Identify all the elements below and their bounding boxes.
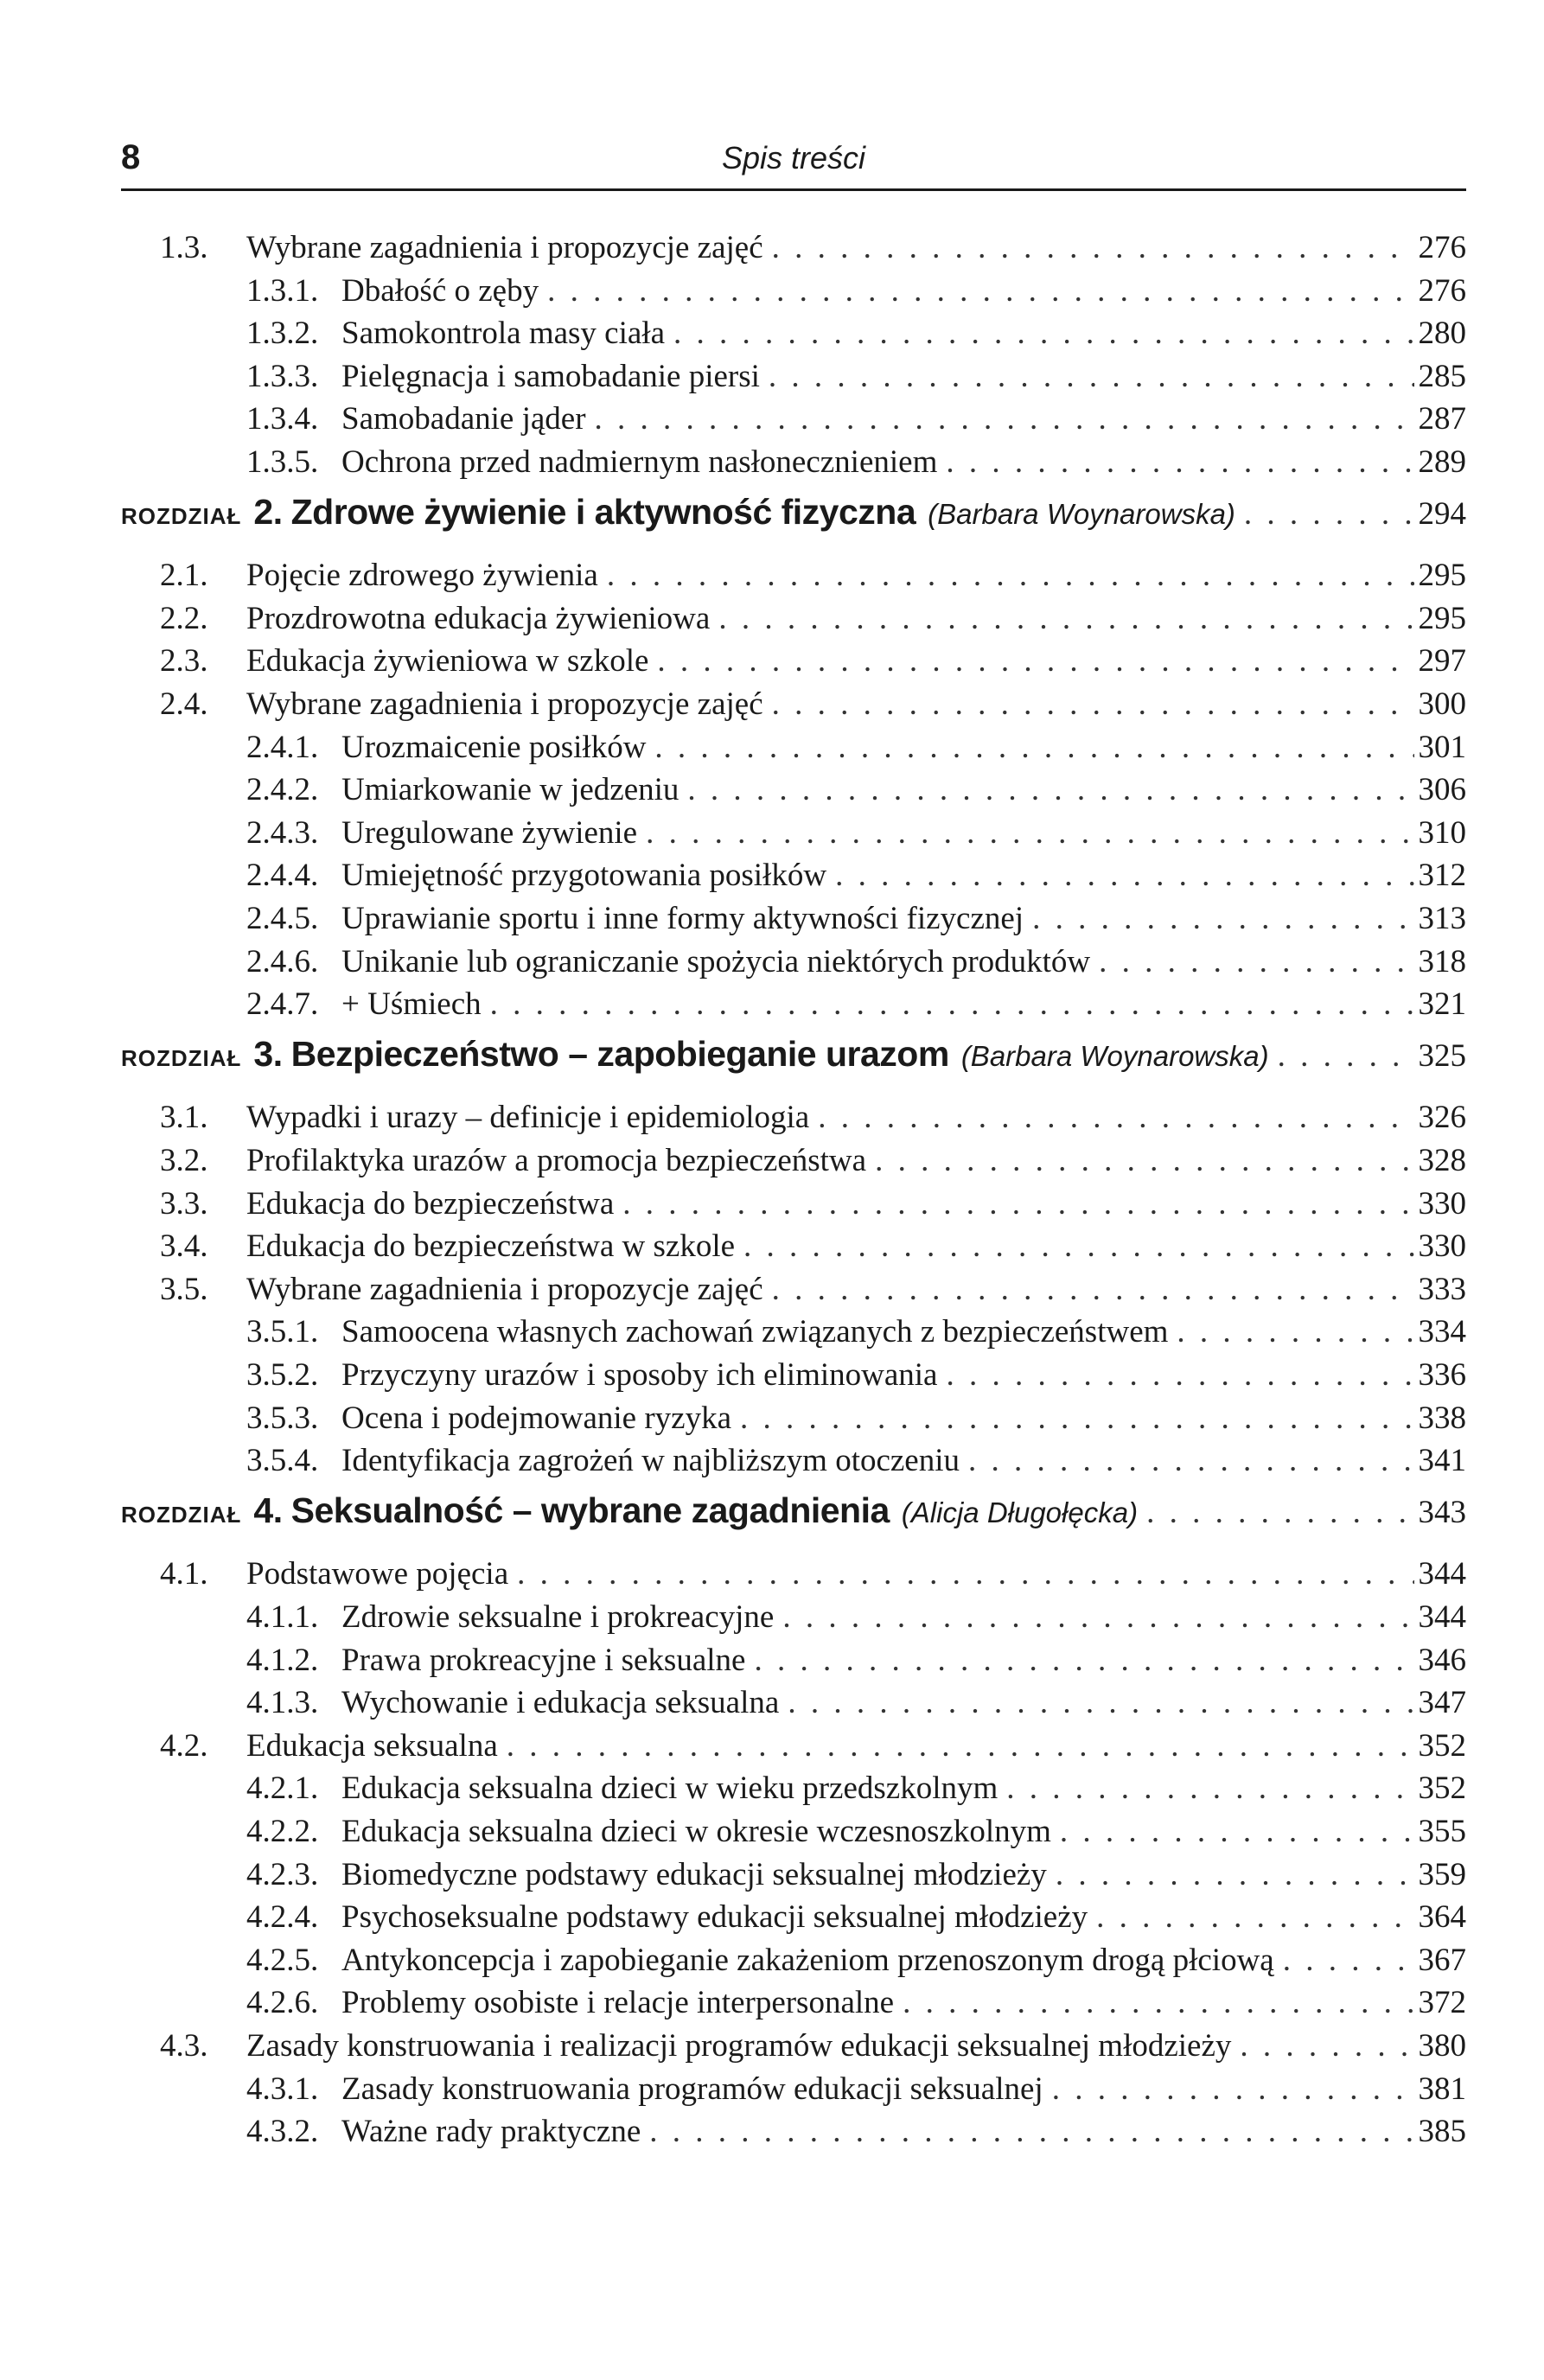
toc-entry-number: 4.3.2. [246, 2114, 319, 2150]
dot-leader [1043, 2071, 1414, 2108]
toc-entry-title: Zdrowie seksualne i prokreacyjne [341, 1599, 775, 1635]
toc-entry-page: 333 [1418, 1271, 1466, 1307]
toc-entry-page: 338 [1418, 1400, 1466, 1436]
toc-entry-page: 385 [1418, 2114, 1466, 2150]
toc-entry-page: 295 [1418, 600, 1466, 636]
toc-entry-page: 359 [1418, 1856, 1466, 1892]
toc-entry[interactable] [246, 1684, 1466, 1727]
toc-entry-title: Uprawianie sportu i inne formy aktywności fizycznej [341, 901, 1024, 936]
toc-entry-page: 381 [1418, 2071, 1466, 2107]
toc-entry-number: 2.4.6. [246, 943, 319, 979]
toc-entry[interactable] [160, 1099, 1466, 1142]
toc-entry[interactable] [160, 1142, 1466, 1185]
toc-entry[interactable] [246, 315, 1466, 358]
toc-entry-page: 352 [1418, 1727, 1466, 1764]
toc-entry-page: 330 [1418, 1185, 1466, 1222]
toc-entry[interactable] [160, 1555, 1466, 1598]
toc-entry[interactable] [246, 1942, 1466, 1985]
toc-entry-number: 4.2.4. [246, 1899, 319, 1936]
dot-leader [937, 1356, 1414, 1394]
toc-entry[interactable] [246, 857, 1466, 900]
dot-leader [1024, 900, 1414, 937]
running-title: Spis treści [721, 140, 866, 175]
toc-entry-number: 2.4.2. [246, 772, 319, 808]
toc-entry[interactable] [246, 1813, 1466, 1856]
dot-leader [826, 857, 1414, 894]
toc-entry-title: Samokontrola masy ciała [341, 316, 666, 352]
toc-entry-number: 2.4.4. [246, 858, 319, 894]
dot-leader [1047, 1856, 1414, 1893]
dot-leader [1231, 2027, 1414, 2064]
chapter-heading[interactable] [121, 492, 1466, 544]
toc-entry-title: Wybrane zagadnienia i propozycje zajęć [246, 230, 763, 265]
dot-leader [960, 1442, 1414, 1479]
toc-entry-number: 3.5.1. [246, 1314, 319, 1350]
toc-entry-number: 3.2. [160, 1143, 208, 1178]
toc-entry-title: + Uśmiech [341, 986, 482, 1023]
toc-entry-title: Wychowanie i edukacja seksualna [341, 1685, 780, 1721]
toc-entry-title: Edukacja do bezpieczeństwa w szkole [246, 1228, 736, 1265]
toc-entry[interactable] [246, 900, 1466, 943]
toc-entry-page: 276 [1418, 230, 1466, 265]
toc-entry[interactable] [246, 729, 1466, 772]
chapter-page: 325 [1418, 1037, 1466, 1074]
toc-entry-title: Umiarkowanie w jedzeniu [341, 772, 679, 808]
toc-entry-title: Pojęcie zdrowego żywienia [246, 558, 598, 594]
toc-entry-number: 2.4. [160, 686, 208, 722]
toc-entry-page: 289 [1418, 444, 1466, 480]
chapter-number: 3. [253, 1033, 283, 1074]
toc-entry-number: 4.2. [160, 1727, 208, 1764]
toc-entry-title: Problemy osobiste i relacje interpersonalne [341, 1985, 895, 2021]
toc-entry-number: 2.2. [160, 600, 208, 636]
toc-entry-page: 346 [1418, 1642, 1466, 1678]
toc-entry-title: Urozmaicenie posiłków [341, 729, 647, 765]
chapter-author: (Barbara Woynarowska) [928, 497, 1235, 530]
toc-entry-page: 306 [1418, 772, 1466, 808]
chapter-title: Zdrowe żywienie i aktywność fizyczna [290, 491, 916, 532]
toc-entry-number: 1.3.4. [246, 401, 319, 437]
dot-leader [508, 1555, 1414, 1592]
toc-entry-page: 330 [1418, 1228, 1466, 1265]
toc-entry-page: 297 [1418, 643, 1466, 680]
chapter-title: Seksualność – wybrane zagadnienia [290, 1490, 890, 1530]
toc-entry[interactable] [246, 358, 1466, 401]
toc-entry-page: 313 [1418, 901, 1466, 936]
dot-leader [760, 358, 1414, 395]
toc-entry-page: 380 [1418, 2028, 1466, 2064]
toc-entry-number: 1.3.2. [246, 316, 319, 352]
toc-entry-title: Ważne rady praktyczne [341, 2114, 641, 2150]
toc-entry[interactable] [246, 1400, 1466, 1443]
toc-entry-number: 2.4.3. [246, 814, 319, 851]
toc-entry-title: Zasady konstruowania i realizacji programów edukacji seksualnej młodzieży [246, 2028, 1232, 2064]
toc-entry-number: 2.4.5. [246, 901, 319, 936]
toc-entry-title: Ocena i podejmowanie ryzyka [341, 1400, 732, 1436]
dot-leader [498, 1727, 1414, 1764]
toc-entry[interactable] [160, 229, 1466, 272]
toc-entry-number: 4.2.5. [246, 1942, 319, 1978]
toc-entry-title: Wybrane zagadnienia i propozycje zajęć [246, 1271, 763, 1307]
toc-entry-page: 355 [1418, 1814, 1466, 1849]
toc-entry-number: 4.1.1. [246, 1599, 319, 1635]
toc-entry-number: 4.2.1. [246, 1771, 319, 1807]
dot-leader [735, 1228, 1414, 1265]
toc-entry-number: 1.3. [160, 230, 208, 265]
toc-entry-page: 336 [1418, 1357, 1466, 1393]
dot-leader [1088, 1898, 1414, 1936]
page-number: 8 [121, 138, 141, 176]
toc-entry-number: 3.4. [160, 1228, 208, 1265]
dot-leader [809, 1099, 1414, 1136]
toc-entry-number: 4.2.6. [246, 1985, 319, 2021]
toc-entry-number: 3.1. [160, 1100, 208, 1136]
toc-entry-number: 2.3. [160, 643, 208, 680]
toc-entry-title: Ochrona przed nadmiernym nasłonecznieniem [341, 444, 938, 480]
toc-entry-page: 285 [1418, 358, 1466, 394]
dot-leader [745, 1642, 1414, 1679]
chapter-heading[interactable] [121, 1490, 1466, 1542]
toc-entry[interactable] [246, 1442, 1466, 1485]
toc-entry-title: Biomedyczne podstawy edukacji seksualnej młodzieży [341, 1856, 1047, 1892]
chapter-number: 2. [253, 491, 283, 532]
toc-entry-number: 4.1.3. [246, 1685, 319, 1721]
toc-entry-page: 321 [1418, 986, 1466, 1023]
toc-entry-page: 326 [1418, 1100, 1466, 1136]
toc-entry-title: Uregulowane żywienie [341, 814, 638, 851]
chapter-keyword: ROZDZIAŁ [121, 1501, 242, 1528]
toc-entry-number: 3.3. [160, 1185, 208, 1222]
toc-entry-page: 347 [1418, 1685, 1466, 1721]
toc-entry-title: Edukacja żywieniowa w szkole [246, 643, 649, 680]
toc-entry-title: Antykoncepcja i zapobieganie zakażeniom przenoszonym drogą płciową [341, 1942, 1274, 1978]
dot-leader [641, 2113, 1414, 2150]
toc-entry-page: 372 [1418, 1985, 1466, 2021]
toc-entry[interactable] [246, 814, 1466, 858]
toc-entry[interactable] [246, 2113, 1466, 2156]
toc-entry-title: Edukacja seksualna dzieci w okresie wczesnoszkolnym [341, 1814, 1051, 1849]
dot-leader [482, 986, 1414, 1023]
toc-entry[interactable] [246, 1356, 1466, 1400]
toc-entry[interactable] [160, 2027, 1466, 2071]
toc-entry-number: 3.5.3. [246, 1400, 319, 1436]
dot-leader [779, 1684, 1414, 1721]
toc-entry[interactable] [160, 686, 1466, 729]
toc-entry[interactable] [246, 1642, 1466, 1685]
toc-entry-page: 341 [1418, 1443, 1466, 1479]
toc-entry-page: 344 [1418, 1556, 1466, 1592]
dot-leader [1138, 1494, 1414, 1531]
toc-entry-page: 328 [1418, 1143, 1466, 1178]
dot-leader [665, 315, 1414, 352]
toc-entry[interactable] [246, 443, 1466, 487]
toc-entry-title: Samoocena własnych zachowań związanych z bezpieczeństwem [341, 1314, 1169, 1350]
chapter-author: (Alicja Długołęcka) [901, 1496, 1139, 1528]
toc-entry-number: 3.5. [160, 1271, 208, 1307]
toc-entry[interactable] [246, 400, 1466, 443]
toc-entry-page: 300 [1418, 686, 1466, 722]
dot-leader [763, 686, 1414, 723]
toc-entry-title: Identyfikacja zagrożeń w najbliższym otoczeniu [341, 1443, 960, 1479]
dot-leader [1269, 1037, 1414, 1075]
toc-entry[interactable] [246, 1984, 1466, 2027]
dot-leader [731, 1400, 1414, 1437]
toc-entry-title: Przyczyny urazów i sposoby ich eliminowania [341, 1357, 938, 1393]
dot-leader [1051, 1813, 1414, 1850]
chapter-page: 294 [1418, 495, 1466, 532]
toc-entry[interactable] [246, 771, 1466, 814]
toc-entry-title: Prozdrowotna edukacja żywieniowa [246, 600, 711, 636]
dot-leader [763, 1271, 1414, 1308]
toc-entry-number: 3.5.2. [246, 1357, 319, 1393]
toc-entry-page: 280 [1418, 316, 1466, 352]
toc-entry[interactable] [160, 600, 1466, 643]
dot-leader [763, 229, 1414, 266]
chapter-number: 4. [253, 1490, 283, 1530]
dot-leader [1235, 495, 1414, 533]
toc-entry-page: 312 [1418, 858, 1466, 894]
chapter-keyword: ROZDZIAŁ [121, 1044, 242, 1071]
dot-leader [598, 557, 1414, 594]
toc-entry[interactable] [246, 986, 1466, 1029]
toc-entry-page: 367 [1418, 1942, 1466, 1978]
chapter-keyword: ROZDZIAŁ [121, 502, 242, 529]
toc-entry-title: Psychoseksualne podstawy edukacji seksualnej młodzieży [341, 1899, 1088, 1936]
toc-entry-number: 2.4.1. [246, 729, 319, 765]
toc-entry-page: 352 [1418, 1771, 1466, 1807]
toc-entry-number: 4.3.1. [246, 2071, 319, 2107]
toc-entry-number: 2.1. [160, 558, 208, 594]
toc-entry-number: 3.5.4. [246, 1443, 319, 1479]
toc-entry-title: Wypadki i urazy – definicje i epidemiologia [246, 1100, 810, 1136]
toc-entry-number: 1.3.3. [246, 358, 319, 394]
toc-entry-number: 4.2.2. [246, 1814, 319, 1849]
toc-entry-page: 310 [1418, 814, 1466, 851]
toc-entry-page: 344 [1418, 1599, 1466, 1635]
toc-entry-title: Samobadanie jąder [341, 401, 586, 437]
toc-entry[interactable] [160, 1727, 1466, 1771]
dot-leader [1090, 943, 1414, 980]
dot-leader [637, 814, 1414, 852]
dot-leader [614, 1185, 1414, 1222]
toc-entry-page: 295 [1418, 558, 1466, 594]
dot-leader [937, 443, 1414, 481]
toc-entry-number: 1.3.1. [246, 272, 319, 309]
toc-entry-title: Wybrane zagadnienia i propozycje zajęć [246, 686, 763, 722]
toc-entry-title: Profilaktyka urazów a promocja bezpieczeństwa [246, 1143, 867, 1178]
dot-leader [679, 771, 1414, 808]
dot-leader [586, 400, 1414, 437]
toc-entry-number: 2.4.7. [246, 986, 319, 1023]
toc-entry-page: 334 [1418, 1314, 1466, 1350]
toc-entry[interactable] [246, 1313, 1466, 1356]
toc-entry[interactable] [160, 642, 1466, 686]
dot-leader [539, 272, 1414, 309]
dot-leader [1274, 1942, 1414, 1979]
toc-entry-page: 301 [1418, 729, 1466, 765]
toc-entry[interactable] [246, 943, 1466, 986]
toc-entry[interactable] [246, 1770, 1466, 1813]
toc-entry-title: Umiejętność przygotowania posiłków [341, 858, 827, 894]
toc-entry[interactable] [246, 1898, 1466, 1942]
chapter-title: Bezpieczeństwo – zapobieganie urazom [290, 1033, 949, 1074]
dot-leader [646, 729, 1414, 766]
chapter-author: (Barbara Woynarowska) [960, 1039, 1269, 1072]
toc-entry[interactable] [246, 272, 1466, 316]
toc-entry[interactable] [160, 557, 1466, 600]
toc-entry-page: 287 [1418, 401, 1466, 437]
dot-leader [710, 600, 1414, 637]
dot-leader [894, 1984, 1414, 2021]
toc-entry-title: Pielęgnacja i samobadanie piersi [341, 358, 760, 394]
toc-entry-number: 1.3.5. [246, 444, 319, 480]
toc-entry[interactable] [246, 2071, 1466, 2114]
header-rule [121, 188, 1466, 191]
toc-entry-title: Zasady konstruowania programów edukacji seksualnej [341, 2071, 1043, 2107]
toc-entry[interactable] [160, 1185, 1466, 1228]
toc-entry-page: 276 [1418, 272, 1466, 309]
dot-leader [866, 1142, 1414, 1179]
toc-entry[interactable] [160, 1228, 1466, 1271]
toc-entry-page: 318 [1418, 943, 1466, 979]
toc-entry[interactable] [160, 1271, 1466, 1314]
dot-leader [648, 642, 1414, 680]
toc-entry-number: 4.3. [160, 2028, 208, 2064]
toc-entry[interactable] [246, 1856, 1466, 1899]
chapter-heading[interactable] [121, 1034, 1466, 1086]
toc-entry-number: 4.1. [160, 1556, 208, 1592]
toc-entry-page: 364 [1418, 1899, 1466, 1936]
toc-entry-number: 4.2.3. [246, 1856, 319, 1892]
toc-entry-title: Unikanie lub ograniczanie spożycia niektórych produktów [341, 943, 1091, 979]
toc-entry-title: Edukacja seksualna dzieci w wieku przedszkolnym [341, 1771, 998, 1807]
toc-entry-number: 4.1.2. [246, 1642, 319, 1678]
chapter-page: 343 [1418, 1494, 1466, 1530]
page-header [121, 138, 1466, 190]
toc-entry-title: Prawa prokreacyjne i seksualne [341, 1642, 746, 1678]
toc-entry-title: Edukacja seksualna [246, 1727, 498, 1764]
toc-entry-title: Podstawowe pojęcia [246, 1556, 509, 1592]
dot-leader [998, 1770, 1414, 1807]
dot-leader [1168, 1313, 1414, 1350]
toc-entry[interactable] [246, 1598, 1466, 1642]
toc-entry-title: Dbałość o zęby [341, 272, 539, 309]
dot-leader [774, 1598, 1414, 1636]
toc-entry-title: Edukacja do bezpieczeństwa [246, 1185, 615, 1222]
